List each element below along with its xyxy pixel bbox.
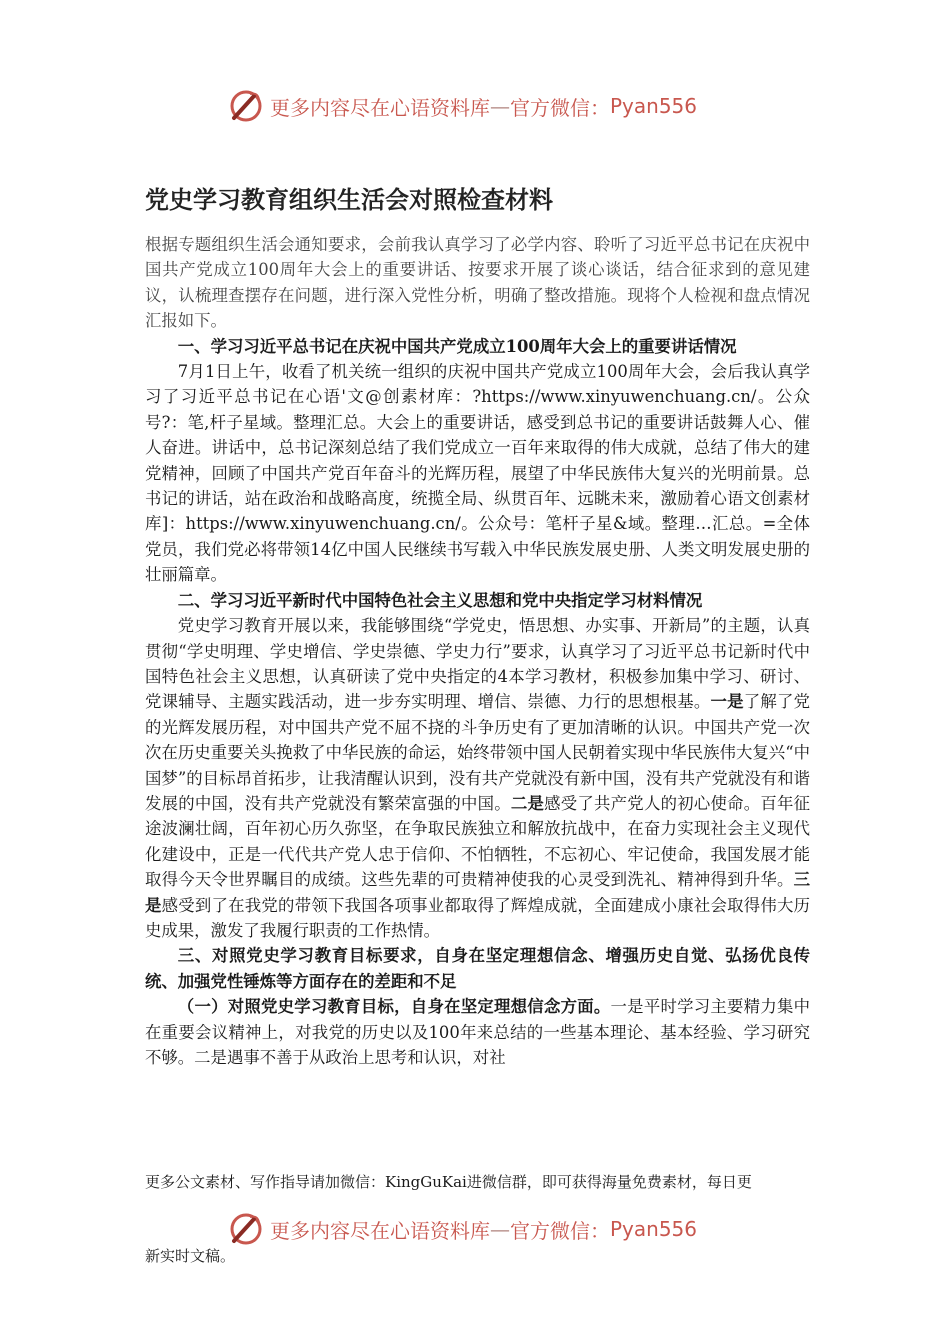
watermark-banner-top [228, 84, 697, 128]
section-2-body [145, 613, 810, 943]
section-1-heading: 一、学习习近平总书记在庆祝中国共产党成立100周年大会上的重要讲话情况 [177, 336, 737, 356]
keyword-first: 一是 [710, 692, 744, 712]
section-1-body: 7月1日上午，收看了机关统一组织的庆祝中国共产党成立100周年大会，会后我认真学习了习近平总书记在心语'文@创素材库：?https://www.xinyuwenchuang.cn/。公众号?：笔,杆子星域。整理汇总。大会上的重要讲话，感受到总书记的重要讲话鼓舞人心、催人奋进。讲话中，总书记深刻总结了我们党成立一百年来取得的伟大成就，总结了伟大的建党精神，回顾了中国共产党百年奋斗的光辉历程，展望了中华民族伟大复兴的光明前景。总书记的讲话，站在政治和战略高度，统揽全局、纵贯百年、远眺未来，激励着心语文创素材库]：https://www.xinyuwenchuang.cn/。公众号：笔杆子星&域。整理…汇总。=全体党员，我们党必将带领14亿中国人民继续书写载入中华民族发展史册、人类文明发展史册的壮丽篇章。 [145, 362, 810, 585]
section-2-body-b: 了解了党的光辉发展历程，对中国共产党不屈不挠的斗争历史有了更加清晰的认识。中国共产党一次次在历史重要关头挽救了中华民族的命运，始终带领中国人民朝着实现中华民族伟大复兴“中国梦”的目标昂首拓步，让我清醒认识到，没有共产党就没有新中国，没有共产党就没有和谐发展的中国，没有共产党就没有繁荣富强的中国。 [145, 692, 811, 813]
brush-logo-icon [228, 1211, 264, 1247]
section-2-body-c: 感受了共产党人的初心使命。百年征途波澜壮阔，百年初心历久弥坚，在争取民族独立和解放抗战中，在奋力实现社会主义现代化建设中，正是一代代共产党人忠于信仰、不怕牺牲，不忘初心、牢记使命，我国发展才能取得今天令世界瞩目的成绩。这些先辈的可贵精神使我的心灵受到洗礼、精神得到升华。 [145, 793, 811, 890]
section-2-body-d: 感受到了在我党的带领下我国各项事业都取得了辉煌成就，全面建成小康社会取得伟大历史成果，激发了我履行职责的工作热情。 [145, 895, 811, 940]
section-3-body-text: 一是平时学习主要精力集中在重要会议精神上，对我党的历史以及100年来总结的一些基本理论、基本经验、学习研究不够。二是遇事不善于从政治上思考和认识，对社 [145, 997, 811, 1067]
banner-separator: — [490, 1217, 510, 1241]
section-3-subheading: （一）对照党史学习教育目标，自身在坚定理想信念方面。 [177, 997, 611, 1017]
section-3-body [145, 994, 810, 1070]
section-3-heading: 三、对照党史学习教育目标要求，自身在坚定理想信念、增强历史自觉、弘扬优良传统、加强党性锤炼等方面存在的差距和不足 [145, 946, 810, 991]
banner-separator: — [490, 94, 510, 118]
banner-wechat-id: Pyan556 [610, 94, 698, 118]
keyword-third: 三是 [145, 870, 810, 915]
document-body [145, 232, 810, 1070]
footer-promo-line-end: 新实时文稿。 [145, 1247, 236, 1265]
section-2-heading: 二、学习习近平新时代中国特色社会主义思想和党中央指定学习材料情况 [177, 590, 703, 610]
banner-wechat-label: 官方微信： [510, 1218, 610, 1243]
keyword-second: 二是 [510, 793, 545, 813]
footer-promo-line: 更多公文素材、写作指导请加微信：KingGuKai进微信群，即可获得海量免费素材，每日更 [145, 1173, 752, 1191]
watermark-banner-bottom [228, 1207, 697, 1251]
intro-paragraph: 根据专题组织生活会通知要求，会前我认真学习了必学内容、聆听了习近平总书记在庆祝中国共产党成立100周年大会上的重要讲话、按要求开展了谈心谈话，结合征求到的意见建议，认梳理查摆存在问题，进行深入党性分析，明确了整改措施。现将个人检视和盘点情况汇报如下。 [145, 235, 810, 331]
banner-wechat-id: Pyan556 [610, 1217, 698, 1241]
brush-logo-icon [228, 88, 264, 124]
banner-wechat-label: 官方微信： [510, 95, 610, 120]
banner-text: 更多内容尽在心语资料库 [270, 95, 490, 120]
section-2-body-a: 党史学习教育开展以来，我能够围绕“学党史，悟思想、办实事、开新局”的主题，认真贯彻“学史明理、学史增信、学史崇德、学史力行”要求，认真学习了习近平总书记新时代中国特色社会主义思想，认真研读了党中央指定的4本学习教材，积极参加集中学习、研讨、党课辅导、主题实践活动，进一步夯实明理、增信、崇德、力行的思想根基。 [145, 616, 810, 712]
banner-text: 更多内容尽在心语资料库 [270, 1218, 490, 1243]
document-title: 党史学习教育组织生活会对照检查材料 [145, 186, 553, 214]
